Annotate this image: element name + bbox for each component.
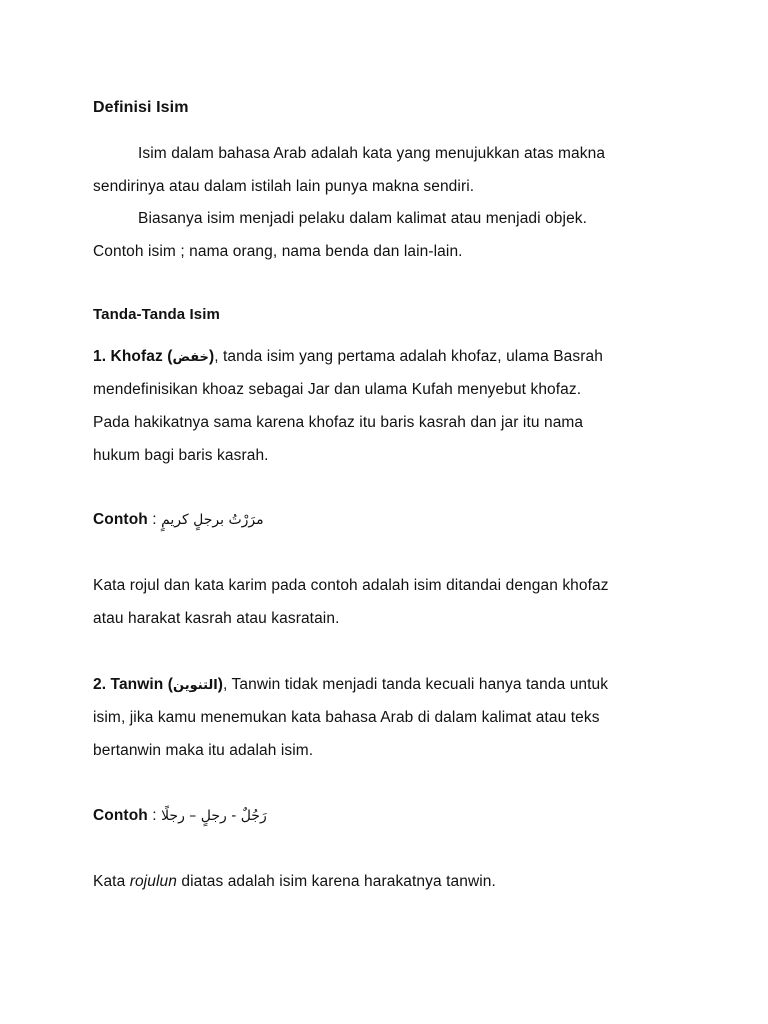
explain-2-suffix: diatas adalah isim karena harakatnya tanwin. <box>176 873 496 890</box>
explain-2-prefix: Kata <box>93 873 130 890</box>
tanwin-arabic-term: التنوين <box>173 678 218 693</box>
contoh-2-separator: : <box>147 807 162 824</box>
khofaz-line-4: hukum bagi baris kasrah. <box>93 447 269 464</box>
paragraph-2-line-1: Biasanya isim menjadi pelaku dalam kalimat atau menjadi objek. <box>138 210 588 227</box>
contoh-2 <box>93 806 267 826</box>
contoh-1-label: Contoh <box>93 511 148 528</box>
tanwin-line-2: isim, jika kamu menemukan kata bahasa Arab di dalam kalimat atau teks <box>93 709 600 726</box>
contoh-1 <box>93 510 264 530</box>
paragraph-2-line-2: Contoh isim ; nama orang, nama benda dan lain-lain. <box>93 243 463 260</box>
explain-2-italic-word: rojulun <box>129 873 177 890</box>
khofaz-line-1 <box>93 347 603 368</box>
contoh-1-separator: : <box>147 511 162 528</box>
tanwin-label-prefix: 2. Tanwin ( <box>93 676 174 693</box>
khofaz-label-suffix: ) <box>208 348 215 365</box>
khofaz-label-prefix: 1. Khofaz ( <box>93 348 173 365</box>
tanwin-line-1-text: , Tanwin tidak menjadi tanda kecuali hanya tanda untuk <box>223 676 609 693</box>
khofaz-line-1-text: , tanda isim yang pertama adalah khofaz, ulama Basrah <box>214 348 603 365</box>
tanwin-label-suffix: ) <box>217 676 223 693</box>
paragraph-1-line-2: sendirinya atau dalam istilah lain punya makna sendiri. <box>93 178 475 195</box>
contoh-2-label: Contoh <box>93 807 148 824</box>
khofaz-line-3: Pada hakikatnya sama karena khofaz itu baris kasrah dan jar itu nama <box>93 414 584 431</box>
explain-1-line-2: atau harakat kasrah atau kasratain. <box>93 610 340 627</box>
explain-2 <box>93 872 496 892</box>
khofaz-arabic-term: خفض <box>172 350 209 365</box>
heading-definisi-isim: Definisi Isim <box>93 99 189 116</box>
khofaz-line-2: mendefinisikan khoaz sebagai Jar dan ulama Kufah menyebut khofaz. <box>93 381 582 398</box>
tanwin-line-1 <box>93 675 608 696</box>
heading-tanda-tanda-isim: Tanda-Tanda Isim <box>93 306 220 323</box>
tanwin-line-3: bertanwin maka itu adalah isim. <box>93 742 314 759</box>
contoh-2-arabic: رَجُلٌ - رجلٍ – رجلًا <box>161 808 267 824</box>
explain-1-line-1: Kata rojul dan kata karim pada contoh adalah isim ditandai dengan khofaz <box>93 577 609 594</box>
paragraph-1-line-1: Isim dalam bahasa Arab adalah kata yang menujukkan atas makna <box>138 145 606 162</box>
contoh-1-arabic: مرَرْتُ برجلٍ كريمٍ <box>161 512 264 528</box>
